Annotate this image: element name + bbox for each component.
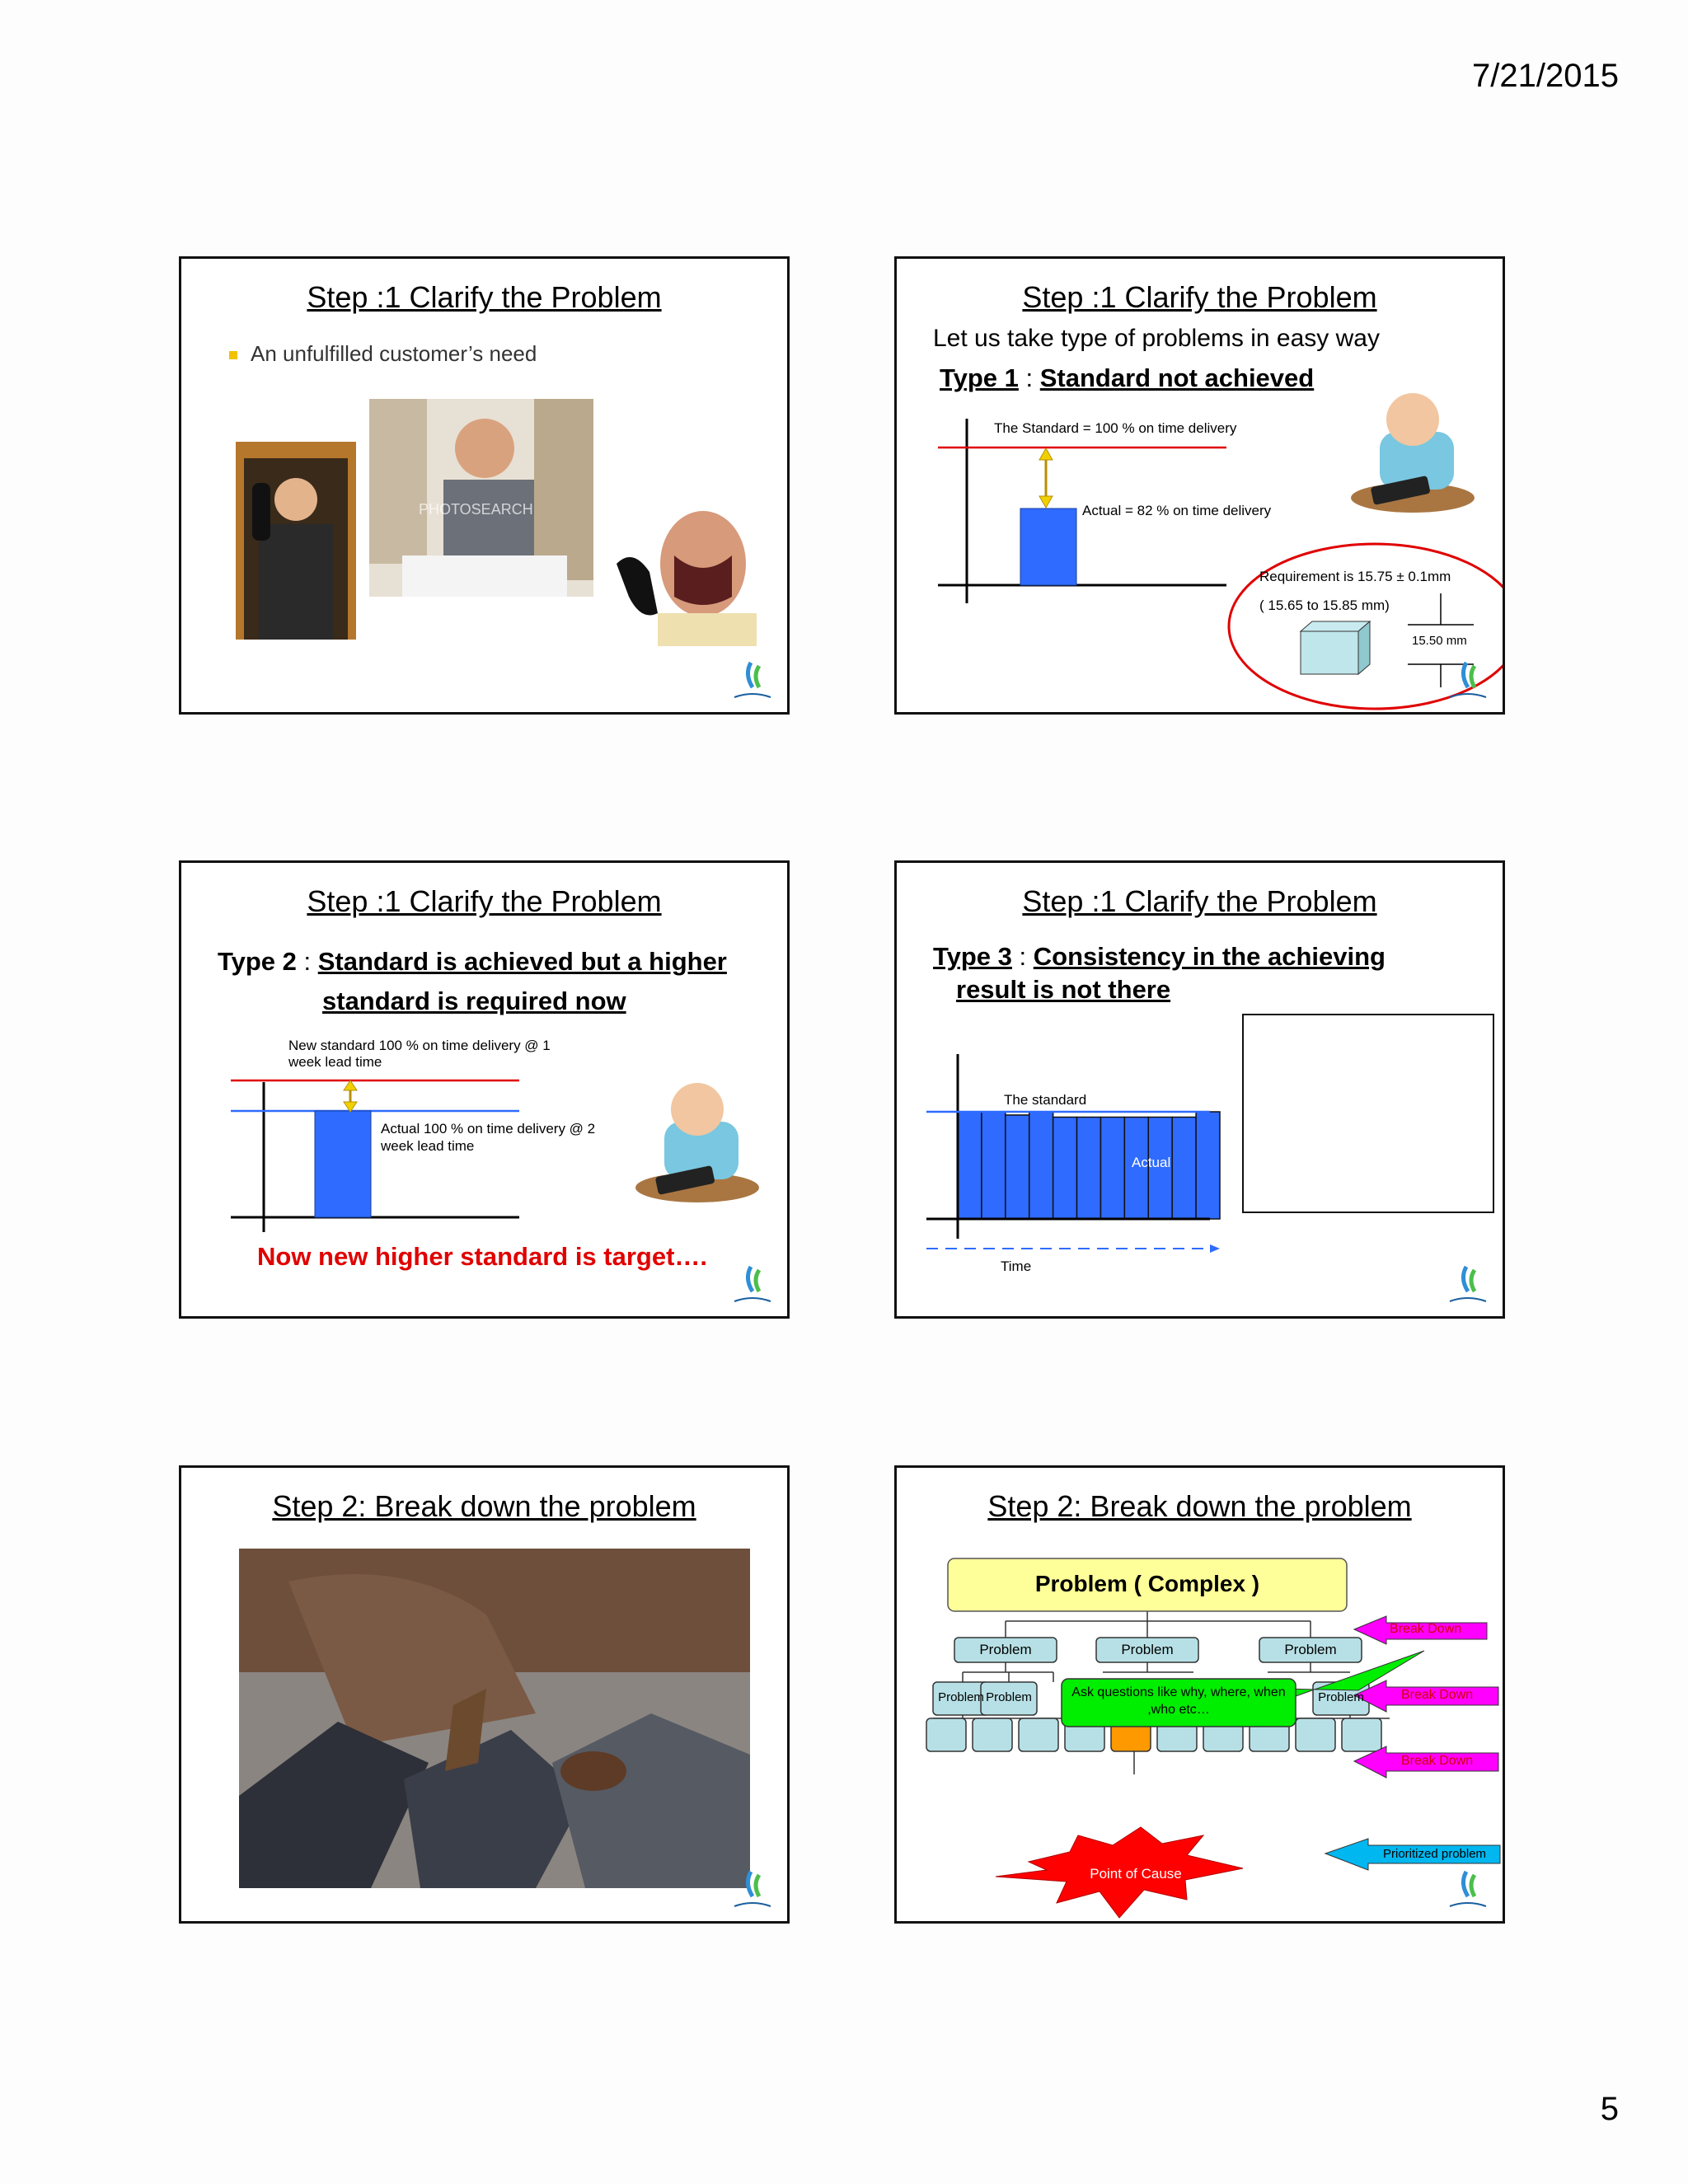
- type3-bar: [958, 1112, 982, 1219]
- slide-4: [894, 860, 1505, 1319]
- level1-label: Problem: [1284, 1642, 1337, 1657]
- standard-label: The standard: [1004, 1092, 1087, 1108]
- type-prefix: Type 3: [933, 942, 1012, 971]
- point-of-cause-label: Point of Cause: [1090, 1866, 1182, 1882]
- break-down-label: Break Down: [1390, 1622, 1462, 1636]
- type-prefix: Type 2: [218, 947, 297, 976]
- page-number: 5: [1600, 2091, 1619, 2127]
- empty-frame: [1243, 1015, 1493, 1212]
- magnifico-logo-icon: [729, 658, 776, 704]
- type-text-line1: Standard is achieved but a higher: [317, 947, 727, 976]
- magnifico-logo-icon: [1445, 1867, 1491, 1913]
- time-label: Time: [1001, 1258, 1032, 1274]
- slide-title: Step :1 Clarify the Problem: [1022, 280, 1377, 314]
- actual-label: Actual 100 % on time delivery @ 2 week lead time: [381, 1121, 596, 1154]
- prioritized-label: Prioritized problem: [1383, 1847, 1487, 1861]
- root-label: Problem ( Complex ): [1034, 1571, 1260, 1596]
- level2-label: Problem: [986, 1690, 1032, 1704]
- type3-bar: [1172, 1118, 1196, 1220]
- requirement-label: Requirement is 15.75 ± 0.1mm: [1259, 569, 1451, 584]
- level1-label: Problem: [979, 1642, 1032, 1657]
- rock-breaking-photo: [239, 1549, 750, 1888]
- type3-bar: [1006, 1115, 1029, 1219]
- slide-title: Step 2: Break down the problem: [987, 1489, 1412, 1523]
- range-label: ( 15.65 to 15.85 mm): [1259, 598, 1390, 613]
- slide-6: [894, 1465, 1505, 1924]
- slide-2: [894, 256, 1505, 715]
- measured-label: 15.50 mm: [1412, 634, 1467, 648]
- slide-3: [179, 860, 790, 1319]
- type3-chart: [897, 863, 1505, 1319]
- type-text: Standard not achieved: [1039, 363, 1315, 392]
- actual-label: Actual = 82 % on time delivery: [1082, 503, 1272, 518]
- magnifico-logo-icon: [729, 1867, 776, 1913]
- magnifico-logo-icon: [1445, 1262, 1491, 1308]
- type3-bar: [982, 1112, 1006, 1219]
- type-separator: :: [296, 947, 318, 976]
- break-down-label: Break Down: [1401, 1754, 1474, 1768]
- type3-bar: [1029, 1112, 1053, 1219]
- magnifico-logo-icon: [729, 1262, 776, 1308]
- type-prefix: Type 1: [940, 363, 1019, 392]
- slide-5: [179, 1465, 790, 1924]
- level1-label: Problem: [1121, 1642, 1174, 1657]
- actual-bar: [1020, 509, 1076, 585]
- leaf-node: [926, 1718, 966, 1751]
- leaf-node: [1019, 1718, 1058, 1751]
- new-standard-label: New standard 100 % on time delivery @ 1 week lead time: [288, 1038, 551, 1070]
- break-down-label: Break Down: [1401, 1688, 1474, 1702]
- type-separator: :: [1011, 942, 1034, 971]
- angry-office-worker-photo: [369, 399, 593, 597]
- actual-bar: [315, 1111, 371, 1217]
- leaf-node: [973, 1718, 1012, 1751]
- slide-title: Step :1 Clarify the Problem: [307, 280, 662, 314]
- leaf-node: [1342, 1718, 1381, 1751]
- intro-text: Let us take type of problems in easy way: [933, 325, 1380, 352]
- photo-watermark: PHOTOSEARCH: [419, 501, 533, 518]
- conclusion-text: Now new higher standard is target….: [257, 1242, 708, 1271]
- type3-bar: [1053, 1118, 1077, 1220]
- customer-phone-photo: [236, 442, 356, 640]
- type-text-line2: standard is required now: [322, 987, 626, 1015]
- type-text-line1: Consistency in the achieving: [1033, 942, 1386, 971]
- level2-label: Problem: [938, 1690, 984, 1704]
- slide-1: [179, 256, 790, 715]
- type-separator: :: [1018, 363, 1040, 392]
- worried-man-cartoon: [631, 1072, 763, 1204]
- slide-title: Step :1 Clarify the Problem: [1022, 884, 1377, 918]
- callout-text: Ask questions like why, where, when ,who etc…: [1071, 1685, 1286, 1717]
- actual-label: Actual: [1132, 1155, 1171, 1170]
- magnifico-logo-icon: [1445, 658, 1491, 704]
- bullet-text: An unfulfilled customer’s need: [251, 341, 537, 366]
- worried-man-cartoon: [1347, 382, 1479, 514]
- shouting-man-photo: [608, 498, 773, 646]
- type3-bar: [1077, 1118, 1101, 1220]
- level2-label: Problem: [1318, 1690, 1364, 1704]
- bullet-icon: [229, 351, 237, 359]
- slide-title: Step :1 Clarify the Problem: [307, 884, 662, 918]
- leaf-node: [1296, 1718, 1335, 1751]
- type-text-line2: result is not there: [956, 975, 1171, 1004]
- standard-label: The Standard = 100 % on time delivery: [994, 420, 1237, 436]
- type3-bar: [1196, 1112, 1220, 1219]
- type3-bar: [1100, 1118, 1124, 1220]
- header-date: 7/21/2015: [1472, 58, 1619, 94]
- slide-title: Step 2: Break down the problem: [272, 1489, 696, 1523]
